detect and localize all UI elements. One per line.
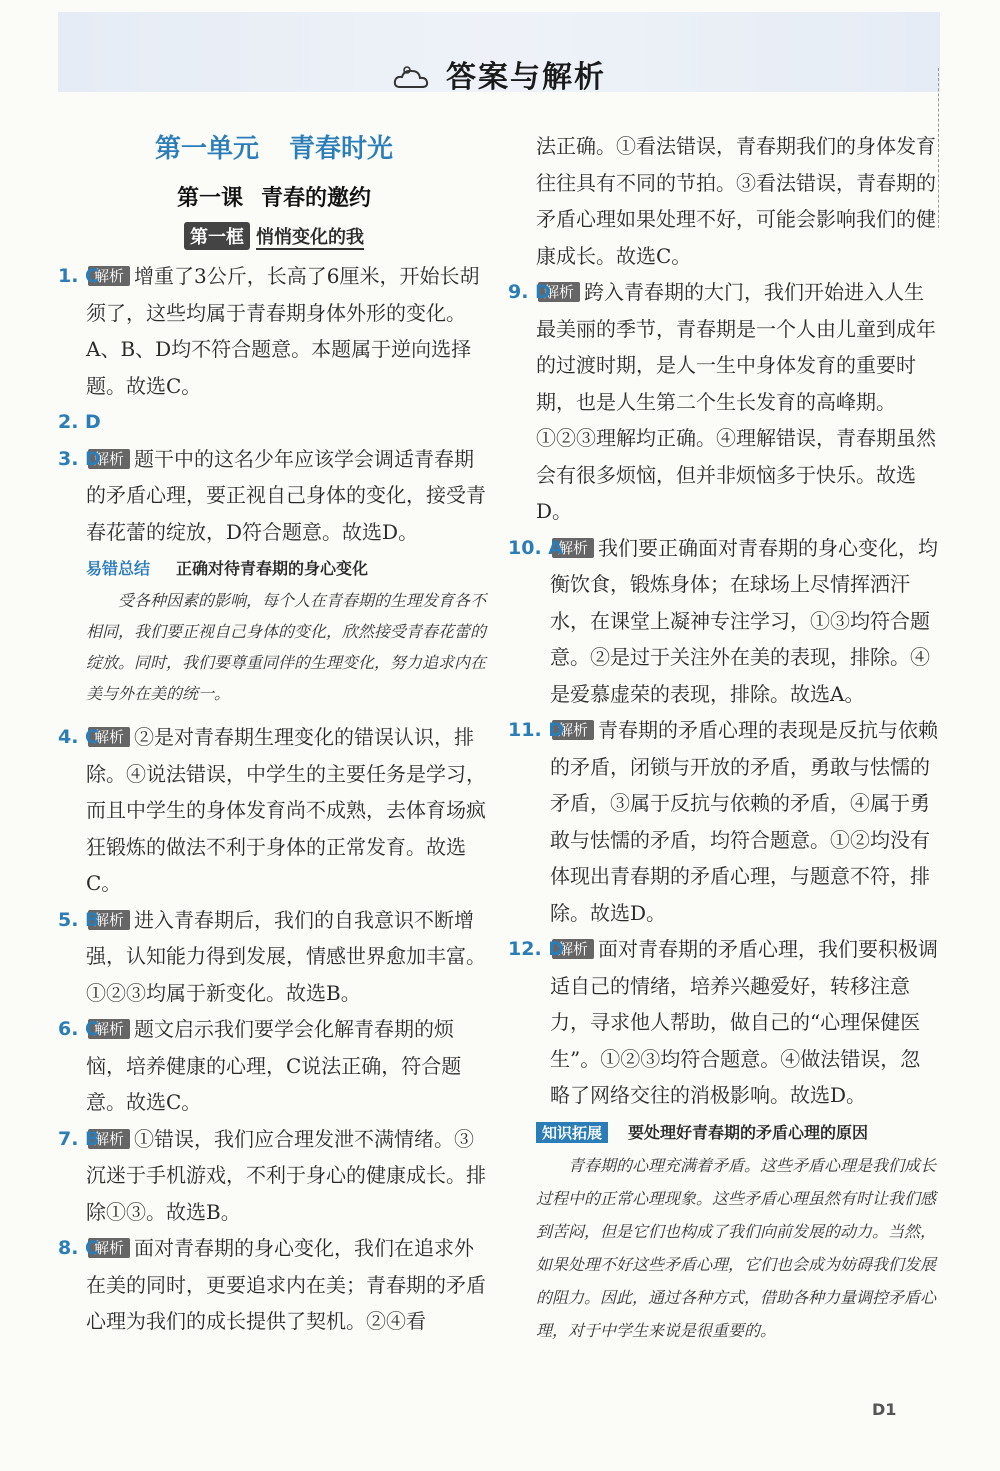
cloud-icon [392, 65, 432, 93]
answer-item: 3. D 解析 题干中的这名少年应该学会调适青春期的矛盾心理，要正视自己身体的变化，接受青春花蕾的绽放，D符合题意。故选D。 [58, 446, 486, 544]
page-header [58, 12, 940, 95]
tip-title: 正确对待青春期的身心变化 [176, 559, 369, 578]
unit-title: 第一单元 青春时光 [154, 134, 394, 164]
left-column [58, 128, 490, 1340]
answer-item: 1. C 解析 增重了3公斤，长高了6厘米，开始长胡须了，这些均属于青春期身体外形的变化。A、B、D均不符合题意。本题属于逆向选择题。故选C。 [58, 264, 480, 398]
analysis-tag: 解析 [88, 266, 130, 286]
tip-body: 受各种因素的影响，每个人在青春期的生理发育各不相同，我们要正视自己身体的变化，欣然接受青春花蕾的绽放。同时，我们要尊重同伴的生理变化，努力追求内在美与外在美的统一。 [86, 591, 487, 703]
answer-item: 2. D [58, 411, 101, 433]
answer-item: 5. B 解析 进入青春期后，我们的自我意识不断增强，认知能力得到发展，情感世界愈加丰富。①②③均属于新变化。故选B。 [58, 907, 486, 1005]
analysis-tag: 解析 [88, 449, 130, 469]
tip-badge: 易错总结 [86, 559, 151, 578]
answer-item: 8. C 解析 面对青春期的身心变化，我们在追求外在美的同时，更要追求内在美；青春期的矛盾心理为我们的成长提供了契机。②④看 [58, 1236, 486, 1333]
answer-item: 11. D 解析 青春期的矛盾心理的表现是反抗与依赖的矛盾，闭锁与开放的矛盾，勇敢与怯懦的矛盾，③属于反抗与依赖的矛盾，④属于勇敢与怯懦的矛盾，均符合题意。①②均没有体现出青春期的矛盾心理，与题意不符，排除。故选D。 [508, 718, 939, 925]
tip-title: 要处理好青春期的矛盾心理的原因 [628, 1122, 869, 1142]
page-title: 答案与解析 [446, 60, 606, 95]
answer-item: 10. A 解析 我们要正确面对青春期的身心变化，均衡饮食，锻炼身体；在球场上尽情挥洒汗水，在课堂上凝神专注学习，①③均符合题意。②是过于关注外在美的表现，排除。④是爱慕虚荣的表现，排除。故选A。 [508, 535, 939, 706]
answer-item: 12. D 解析 面对青春期的矛盾心理，我们要积极调适自己的情绪，培养兴趣爱好，转移注意力，寻求他人帮助，做自己的“心理保健医生”。①②③均符合题意。④做法错误，忽略了网络交往的消极影响。故选D。 [508, 937, 939, 1107]
lesson-title: 第一课 青春的邀约 [176, 186, 372, 211]
answer-item: 7. B 解析 ①错误，我们应合理发泄不满情绪。③沉迷于手机游戏，不利于身心的健康成长。排除①③。故选B。 [58, 1126, 486, 1224]
answer-item: 4. C 解析 ②是对青春期生理变化的错误认识，排除。④说法错误，中学生的主要任务是学习，而且中学生的身体发育尚不成熟，去体育场疯狂锻炼的做法不利于身体的正常发育。故选C。 [58, 725, 486, 895]
page-number: D1 [872, 1400, 897, 1419]
answer-item: 6. C 解析 题文启示我们要学会化解青春期的烦恼，培养健康的心理，C说法正确，符合题意。故选C。 [58, 1017, 462, 1114]
frame-title: 第一框 悄悄变化的我 [58, 222, 490, 250]
right-column [508, 128, 940, 1357]
tip-box-knowledge [536, 1120, 940, 1347]
header-title-wrap [58, 52, 940, 96]
tip-box-mistakes [86, 556, 490, 709]
answer-item: 9. D 解析 跨入青春期的大门，我们开始进入人生最美丽的季节，青春期是一个人由儿童到成年的过渡时期，是人一生中身体发育的重要时期，也是人生第二个生长发育的高峰期。①②③理解均正确。④理解错误，青春期虽然会有很多烦恼，但并非烦恼多于快乐。故选D。 [508, 280, 936, 523]
answer-continuation: 法正确。①看法错误，青春期我们的身体发育往往具有不同的节拍。③看法错误，青春期的矛盾心理如果处理不好，可能会影响我们的健康成长。故选C。 [536, 134, 936, 268]
tip-badge: 知识拓展 [536, 1122, 608, 1143]
tip-body: 青春期的心理充满着矛盾。这些矛盾心理是我们成长过程中的正常心理现象。这些矛盾心理虽然有时让我们感到苦闷，但是它们也构成了我们向前发展的动力。当然，如果处理不好这些矛盾心理，它们也会成为妨碍我们发展的阻力。因此，通过各种方式，借助各种力量调控矛盾心理，对于中学生来说是很重要的。 [536, 1155, 937, 1340]
